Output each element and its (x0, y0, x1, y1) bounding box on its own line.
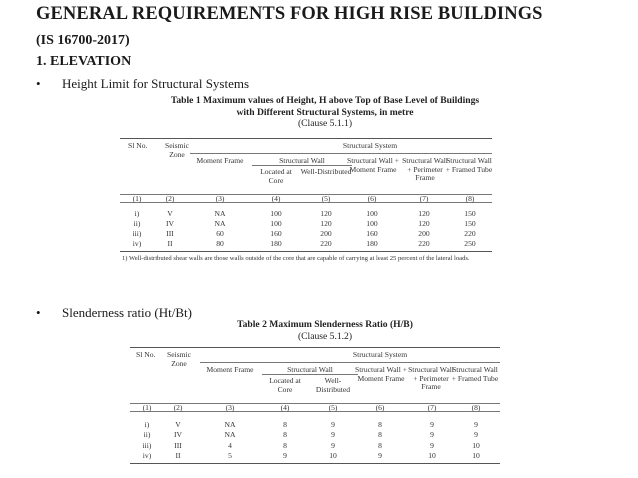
column-number: (1) (132, 194, 142, 203)
table-rule (120, 251, 492, 252)
header-sl-no: Sl No. (136, 350, 156, 359)
header-structural-wall: Structural Wall (287, 365, 333, 374)
table-cell: 9 (474, 420, 478, 429)
table-rule (130, 463, 500, 464)
table1-height-limits (120, 138, 492, 271)
table-cell: 9 (430, 430, 434, 439)
header-seismic-zone: Seismic Zone (164, 141, 190, 159)
table2-caption (190, 319, 460, 342)
table-cell: iv) (142, 451, 152, 460)
header-wall-moment-frame: Structural Wall + Moment Frame (354, 365, 408, 383)
table-cell: IV (165, 219, 174, 228)
table-cell: 10 (329, 451, 337, 460)
table-cell: 220 (418, 239, 430, 248)
table-cell: 120 (320, 209, 332, 218)
table-cell: 160 (270, 229, 282, 238)
bullet-dot: • (36, 76, 41, 91)
table-cell: 8 (378, 420, 382, 429)
table-cell: i) (144, 420, 150, 429)
table-cell: ii) (143, 430, 151, 439)
table-cell: 200 (320, 229, 332, 238)
header-located-at-core: Located at Core (260, 167, 292, 185)
table-cell: 180 (366, 239, 378, 248)
table-cell: 250 (464, 239, 476, 248)
table-rule (120, 138, 492, 139)
table-rule (190, 153, 492, 154)
header-structural-system: Structural System (342, 141, 398, 150)
bullet-height-limit (36, 76, 249, 92)
standard-code: (IS 16700-2017) (36, 33, 130, 48)
table-cell: 100 (270, 219, 282, 228)
table-cell: 10 (472, 441, 480, 450)
header-moment-frame: Moment Frame (196, 156, 244, 165)
table2-clause: (Clause 5.1.2) (297, 330, 353, 342)
table-cell: 9 (430, 420, 434, 429)
table-cell: 120 (320, 219, 332, 228)
table2-slenderness (130, 347, 500, 469)
table-rule (200, 362, 500, 363)
table-cell: III (166, 229, 174, 238)
table-cell: 10 (428, 451, 436, 460)
table-cell: 100 (366, 209, 378, 218)
table-cell: 8 (283, 441, 287, 450)
table-cell: 9 (474, 430, 478, 439)
bullet-slenderness (36, 305, 192, 320)
table-cell: iii) (142, 441, 152, 450)
table-cell: V (167, 209, 173, 218)
table-cell: 5 (228, 451, 232, 460)
table-cell: 9 (430, 441, 434, 450)
header-wall-moment-frame: Structural Wall + Moment Frame (346, 156, 400, 174)
table-cell: NA (224, 420, 236, 429)
table-cell: 9 (331, 441, 335, 450)
table-cell: i) (134, 209, 140, 218)
column-number: (4) (280, 403, 290, 412)
table-cell: 150 (464, 219, 476, 228)
column-number: (6) (375, 403, 385, 412)
section-heading: 1. ELEVATION (36, 54, 132, 69)
table-cell: 9 (331, 420, 335, 429)
table-cell: IV (173, 430, 182, 439)
bullet-text: Slenderness ratio (Ht/Bt) (62, 305, 192, 320)
table-cell: 100 (270, 209, 282, 218)
table-cell: 10 (472, 451, 480, 460)
header-wall-framed-tube: Structural Wall + Framed Tube (451, 365, 499, 383)
column-number: (3) (215, 194, 225, 203)
column-number: (5) (328, 403, 338, 412)
table1-footnote: 1) Well-distributed shear walls are those walls outside of the core that are capable of carrying at least 25 percent of the lateral loads. (122, 255, 470, 262)
header-wall-perimeter-frame: Structural Wall + Perimeter Frame (408, 365, 454, 392)
table1-caption (150, 95, 500, 130)
table-cell: 8 (378, 430, 382, 439)
column-number: (2) (173, 403, 183, 412)
table-cell: 4 (228, 441, 232, 450)
table-rule (130, 347, 500, 348)
header-seismic-zone: Seismic Zone (166, 350, 192, 368)
table-cell: 180 (270, 239, 282, 248)
table-cell: ii) (133, 219, 141, 228)
header-well-distributed: Well-Distributed (300, 167, 352, 176)
table-cell: II (167, 239, 173, 248)
bullet-dot: • (36, 305, 41, 320)
table-cell: 8 (283, 420, 287, 429)
header-wall-framed-tube: Structural Wall + Framed Tube (445, 156, 493, 174)
header-structural-system: Structural System (352, 350, 408, 359)
column-number: (7) (419, 194, 429, 203)
table-cell: 8 (378, 441, 382, 450)
header-wall-perimeter-frame: Structural Wall + Perimeter Frame (402, 156, 448, 183)
column-number: (2) (165, 194, 175, 203)
header-well-distributed: Well-Distributed (315, 376, 351, 394)
table-cell: V (175, 420, 181, 429)
table-cell: 60 (216, 229, 224, 238)
table-cell: 80 (216, 239, 224, 248)
table-cell: 150 (464, 209, 476, 218)
table-cell: 220 (464, 229, 476, 238)
column-number: (5) (321, 194, 331, 203)
table-cell: 9 (378, 451, 382, 460)
header-sl-no: Sl No. (128, 141, 148, 150)
table-cell: 120 (418, 209, 430, 218)
bullet-text: Height Limit for Structural Systems (62, 76, 250, 91)
table-cell: 9 (331, 430, 335, 439)
column-number: (8) (471, 403, 481, 412)
header-moment-frame: Moment Frame (206, 365, 254, 374)
column-number: (3) (225, 403, 235, 412)
table-cell: III (174, 441, 182, 450)
table-cell: NA (214, 209, 226, 218)
table-cell: 100 (366, 219, 378, 228)
header-structural-wall: Structural Wall (279, 156, 325, 165)
column-number: (4) (271, 194, 281, 203)
table-cell: iii) (132, 229, 142, 238)
table-cell: 120 (418, 219, 430, 228)
column-number: (6) (367, 194, 377, 203)
table-cell: 220 (320, 239, 332, 248)
page-title: GENERAL REQUIREMENTS FOR HIGH RISE BUILDINGS (36, 4, 543, 24)
table-cell: NA (214, 219, 226, 228)
table-cell: NA (224, 430, 236, 439)
column-number: (7) (427, 403, 437, 412)
table1-title: Table 1 Maximum values of Height, H above Top of Base Level of Buildings (170, 95, 480, 106)
column-number: (8) (465, 194, 475, 203)
column-number: (1) (142, 403, 152, 412)
table1-subtitle: with Different Structural Systems, in metre (236, 106, 414, 118)
table-cell: 160 (366, 229, 378, 238)
table-cell: 9 (283, 451, 287, 460)
table2-title: Table 2 Maximum Slenderness Ratio (H/B) (237, 319, 413, 330)
table1-clause: (Clause 5.1.1) (297, 118, 353, 129)
table-cell: 200 (418, 229, 430, 238)
table-cell: II (175, 451, 181, 460)
table-cell: iv) (132, 239, 142, 248)
header-located-at-core: Located at Core (269, 376, 301, 394)
table-cell: 8 (283, 430, 287, 439)
